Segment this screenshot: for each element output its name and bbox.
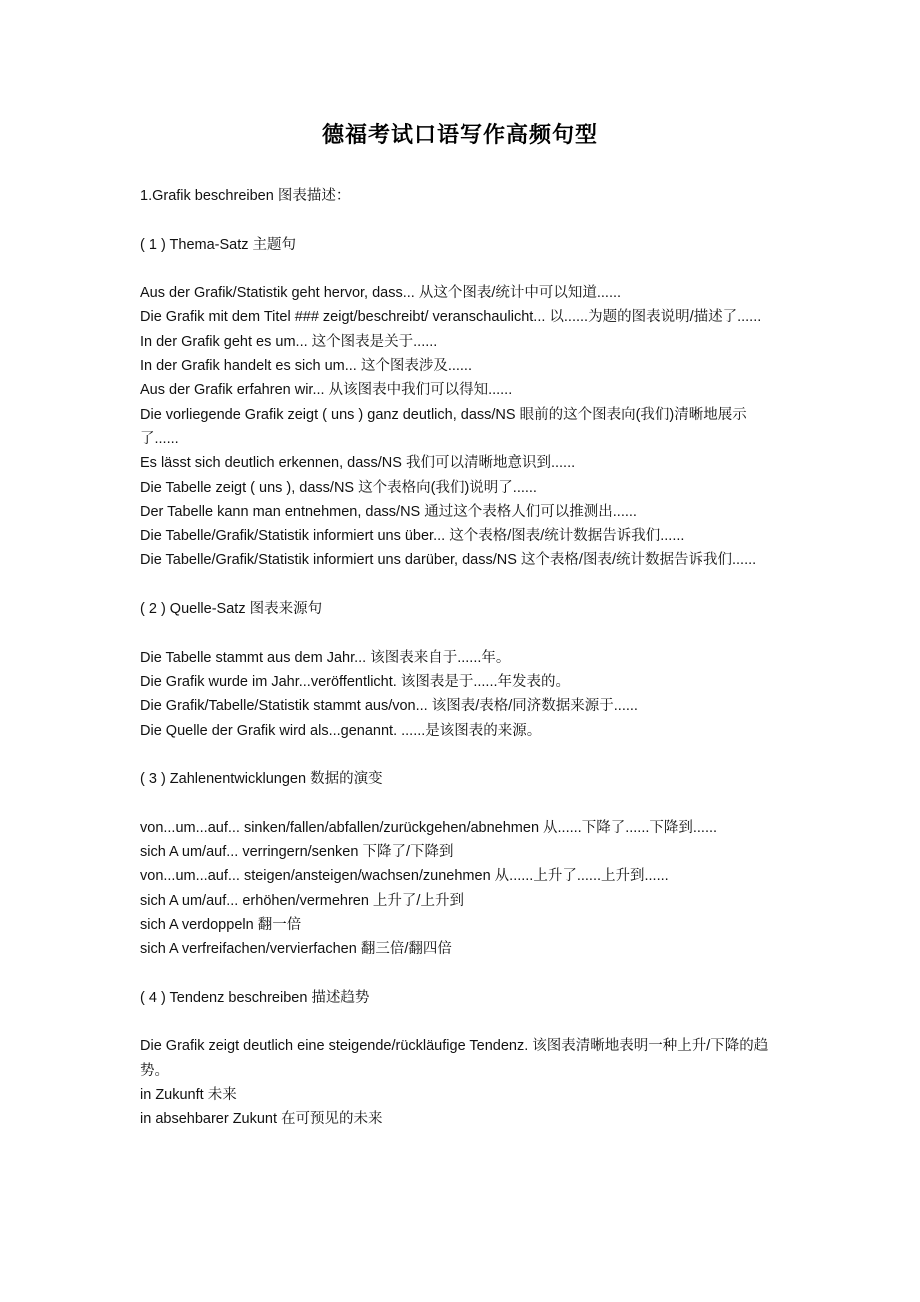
- phrase-line: Aus der Grafik erfahren wir... 从该图表中我们可以得知......: [140, 382, 513, 399]
- phrase-line: Die Grafik zeigt deutlich eine steigende/rückläufige Tendenz. 该图表清晰地表明一种上升/下降的趋势。: [140, 1038, 769, 1079]
- phrase-line: Die Tabelle/Grafik/Statistik informiert uns über... 这个表格/图表/统计数据告诉我们......: [140, 528, 685, 545]
- phrase-line: sich A um/auf... verringern/senken 下降了/下降到: [140, 844, 454, 861]
- phrase-line: Die Tabelle stammt aus dem Jahr... 该图表来自于......年。: [140, 649, 511, 666]
- phrase-line: von...um...auf... steigen/ansteigen/wachsen/zunehmen 从......上升了......上升到......: [140, 868, 669, 885]
- phrase-line: In der Grafik handelt es sich um... 这个图表涉及......: [140, 358, 472, 375]
- spacer: [140, 573, 784, 597]
- phrase-line: In der Grafik geht es um... 这个图表是关于......: [140, 333, 438, 350]
- phrase-line: Die Grafik mit dem Titel ### zeigt/beschreibt/ veranschaulicht... 以......为题的图表说明/描述了......: [140, 309, 762, 326]
- section-heading: ( 4 ) Tendenz beschreiben 描述趋势: [140, 989, 370, 1006]
- phrase-line: Aus der Grafik/Statistik geht hervor, dass... 从这个图表/统计中可以知道......: [140, 285, 622, 302]
- phrase-line: sich A verfreifachen/vervierfachen 翻三倍/翻四倍: [140, 941, 452, 958]
- section-heading: 1.Grafik beschreiben 图表描述：: [140, 188, 351, 204]
- section-heading: ( 1 ) Thema-Satz 主题句: [140, 236, 297, 253]
- phrase-line: sich A verdoppeln 翻一倍: [140, 916, 302, 933]
- spacer: [140, 208, 784, 232]
- spacer: [140, 1010, 784, 1034]
- phrase-line: von...um...auf... sinken/fallen/abfallen/zurückgehen/abnehmen 从......下降了......下降到......: [140, 819, 718, 836]
- spacer: [140, 791, 784, 815]
- phrase-line: Die Quelle der Grafik wird als...genannt. ......是该图表的来源。: [140, 722, 542, 739]
- phrase-line: Die Grafik/Tabelle/Statistik stammt aus/von... 该图表/表格/同济数据来源于......: [140, 698, 638, 715]
- spacer: [140, 257, 784, 281]
- document-title: 德福考试口语写作高频句型: [321, 122, 598, 147]
- phrase-line: Der Tabelle kann man entnehmen, dass/NS 通过这个表格人们可以推测出......: [140, 503, 637, 520]
- phrase-line: Die Grafik wurde im Jahr...veröffentlicht. 该图表是于......年发表的。: [140, 673, 571, 690]
- phrase-line: sich A um/auf... erhöhen/vermehren 上升了/上升到: [140, 892, 464, 909]
- phrase-line: Es lässt sich deutlich erkennen, dass/NS 我们可以清晰地意识到......: [140, 455, 576, 472]
- phrase-line: in Zukunft 未来: [140, 1086, 237, 1103]
- phrase-line: Die Tabelle zeigt ( uns ), dass/NS 这个表格向(我们)说明了......: [140, 479, 537, 496]
- spacer: [140, 621, 784, 645]
- spacer: [140, 962, 784, 986]
- phrase-line: in absehbarer Zukunt 在可预见的未来: [140, 1111, 383, 1128]
- section-heading: ( 3 ) Zahlenentwicklungen 数据的演变: [140, 771, 383, 788]
- section-heading: ( 2 ) Quelle-Satz 图表来源句: [140, 601, 323, 618]
- spacer: [140, 743, 784, 767]
- phrase-line: Die Tabelle/Grafik/Statistik informiert uns darüber, dass/NS 这个表格/图表/统计数据告诉我们......: [140, 552, 757, 569]
- phrase-line: Die vorliegende Grafik zeigt ( uns ) ganz deutlich, dass/NS 眼前的这个图表向(我们)清晰地展示了......: [140, 406, 747, 447]
- document-body: [140, 184, 784, 1132]
